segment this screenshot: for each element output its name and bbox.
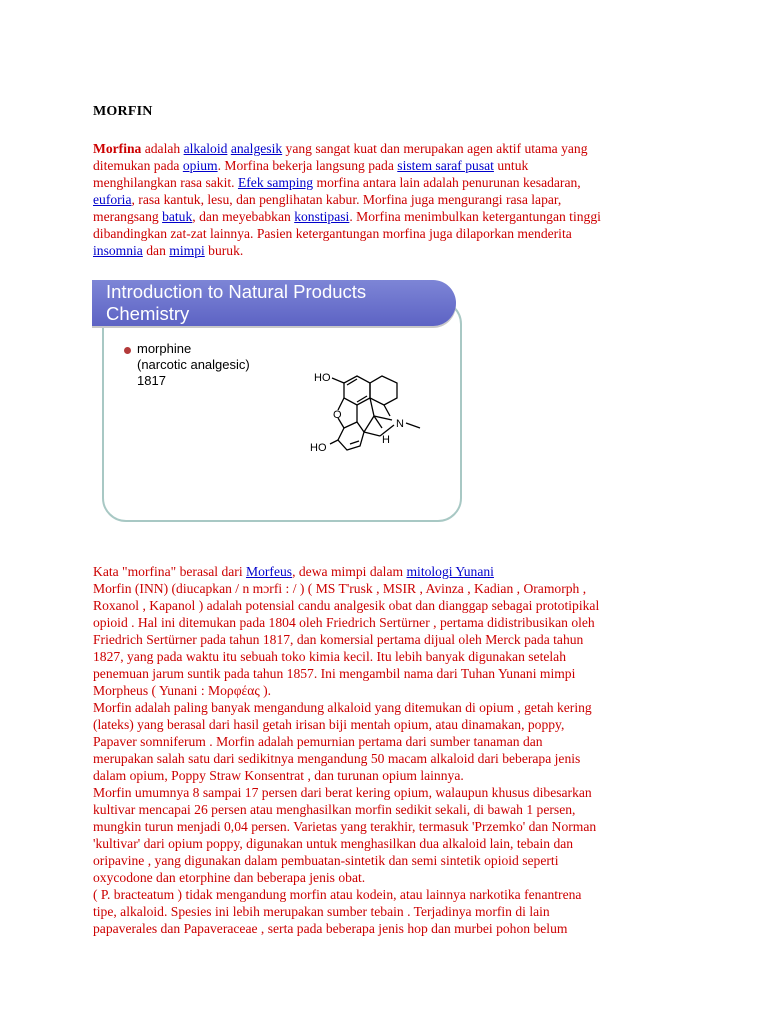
body-line: kultivar mencapai 26 persen atau menghasilkan morfin sedikit sekali, di bawah 1 persen,	[93, 802, 576, 817]
body-line: opioid . Hal ini ditemukan pada 1804 oleh Friedrich Sertürner , pertama didistribusikan oleh	[93, 615, 595, 630]
body-line: dalam opium, Poppy Straw Konsentrat , dan turunan opium lainnya.	[93, 768, 464, 783]
intro-line: Morfina adalah alkaloid analgesik yang sangat kuat dan merupakan agen aktif utama yang	[93, 141, 588, 156]
body-line: ( P. bracteatum ) tidak mengandung morfin atau kodein, atau lainnya narkotika fenantrena	[93, 887, 582, 902]
body-line: 'kultivar' dari opium poppy, digunakan untuk menghasilkan dua alkaloid lain, tebain dan	[93, 836, 574, 851]
link-efek-samping[interactable]: Efek samping	[237, 175, 314, 190]
body-line: Friedrich Sertürner pada tahun 1817, dan komersial pertama dijual oleh Merck pada tahun	[93, 632, 584, 647]
link-euforia[interactable]: euforia	[93, 192, 132, 207]
body-line: Morfin adalah paling banyak mengandung alkaloid yang ditemukan di opium , getah kering	[93, 700, 592, 715]
body-line: papaverales dan Papaveraceae , serta pada beberapa jenis hop dan murbei pohon belum	[93, 921, 568, 936]
intro-line: euforia, rasa kantuk, lesu, dan penglihatan kabur. Morfina juga mengurangi rasa lapar,	[93, 192, 562, 207]
body-line: (lateks) yang berasal dari hasil getah irisan biji mentah opium, atau dinamakan, poppy,	[93, 717, 565, 732]
body-line: mungkin turun menjadi 0,04 persen. Varietas yang terakhir, termasuk 'Przemko' dan Norman	[93, 819, 597, 834]
body-line: Papaver somniferum . Morfin adalah pemurnian pertama dari sumber tanaman dan	[93, 734, 543, 749]
link-opium[interactable]: opium	[182, 158, 218, 173]
slide-title: Introduction to Natural Products Chemistry	[106, 281, 367, 324]
slide-image	[92, 280, 464, 524]
intro-line: insomnia dan mimpi buruk.	[93, 243, 244, 258]
morphine-structure-icon	[302, 370, 462, 480]
page-title: MORFIN	[93, 104, 153, 119]
label-ho-top: HO	[314, 372, 331, 384]
body-line: 1827, yang pada waktu itu sebuah toko kimia kecil. Itu lebih banyak digunakan setelah	[93, 649, 567, 664]
link-analgesik[interactable]: analgesik	[230, 141, 283, 156]
link-morfeus[interactable]: Morfeus	[246, 564, 293, 579]
body-line: merupakan salah satu dari sedikitnya mengandung 50 macam alkaloid dari beberapa jenis	[93, 751, 581, 766]
link-mimpi[interactable]: mimpi	[169, 243, 205, 258]
body-line: oxycodone dan etorphine dan beberapa jenis obat.	[93, 870, 366, 885]
body-line: Morfin (INN) (diucapkan / n mɔrfi : / ) ( MS T'rusk , MSIR , Avinza , Kadian , Oramorph ,	[93, 581, 587, 596]
intro-line: ditemukan pada opium. Morfina bekerja langsung pada sistem saraf pusat untuk	[93, 158, 529, 173]
body-paragraphs	[93, 563, 678, 937]
label-ho-bottom: HO	[310, 442, 327, 454]
link-konstipasi[interactable]: konstipasi	[294, 209, 350, 224]
bullet-icon	[124, 347, 131, 354]
slide-bullet: morphine (narcotic analgesic) 1817	[137, 341, 250, 388]
intro-line: dibandingkan zat-zat lainnya. Pasien ketergantungan morfina juga dilaporkan menderita	[93, 226, 572, 241]
label-n: N	[396, 418, 404, 430]
intro-line: menghilangkan rasa sakit. Efek samping morfina antara lain adalah penurunan kesadaran,	[93, 175, 581, 190]
body-line: oripavine , yang digunakan dalam pembuatan-sintetik dan semi sintetik opioid seperti	[93, 853, 559, 868]
body-line: Morfin umumnya 8 sampai 17 persen dari berat kering opium, walaupun khusus dibesarkan	[93, 785, 592, 800]
label-h: H	[382, 434, 390, 446]
body-line: Roxanol , Kapanol ) adalah potensial candu analgesik obat dan dianggap sebagai prototipikal	[93, 598, 600, 613]
body-line: penemuan jarum suntik pada tahun 1857. Ini mengambil nama dari Tuhan Yunani mimpi	[93, 666, 576, 681]
slide-header	[92, 280, 456, 326]
body-line: Kata "morfina" berasal dari Morfeus, dewa mimpi dalam mitologi Yunani	[93, 564, 494, 579]
label-o: O	[333, 409, 342, 421]
body-line: tipe, alkaloid. Spesies ini lebih merupakan sumber tebain . Terjadinya morfin di lain	[93, 904, 550, 919]
term-morfina: Morfina	[93, 141, 142, 156]
intro-line: merangsang batuk, dan meyebabkan konstipasi. Morfina menimbulkan ketergantungan tinggi	[93, 209, 601, 224]
intro-paragraph	[93, 140, 678, 259]
link-batuk[interactable]: batuk	[162, 209, 193, 224]
body-line: Morpheus ( Yunani : Μορφέας ).	[93, 683, 272, 698]
link-alkaloid[interactable]: alkaloid	[183, 141, 228, 156]
link-insomnia[interactable]: insomnia	[93, 243, 143, 258]
link-mitologi-yunani[interactable]: mitologi Yunani	[406, 564, 494, 579]
link-sistem-saraf-pusat[interactable]: sistem saraf pusat	[397, 158, 494, 173]
